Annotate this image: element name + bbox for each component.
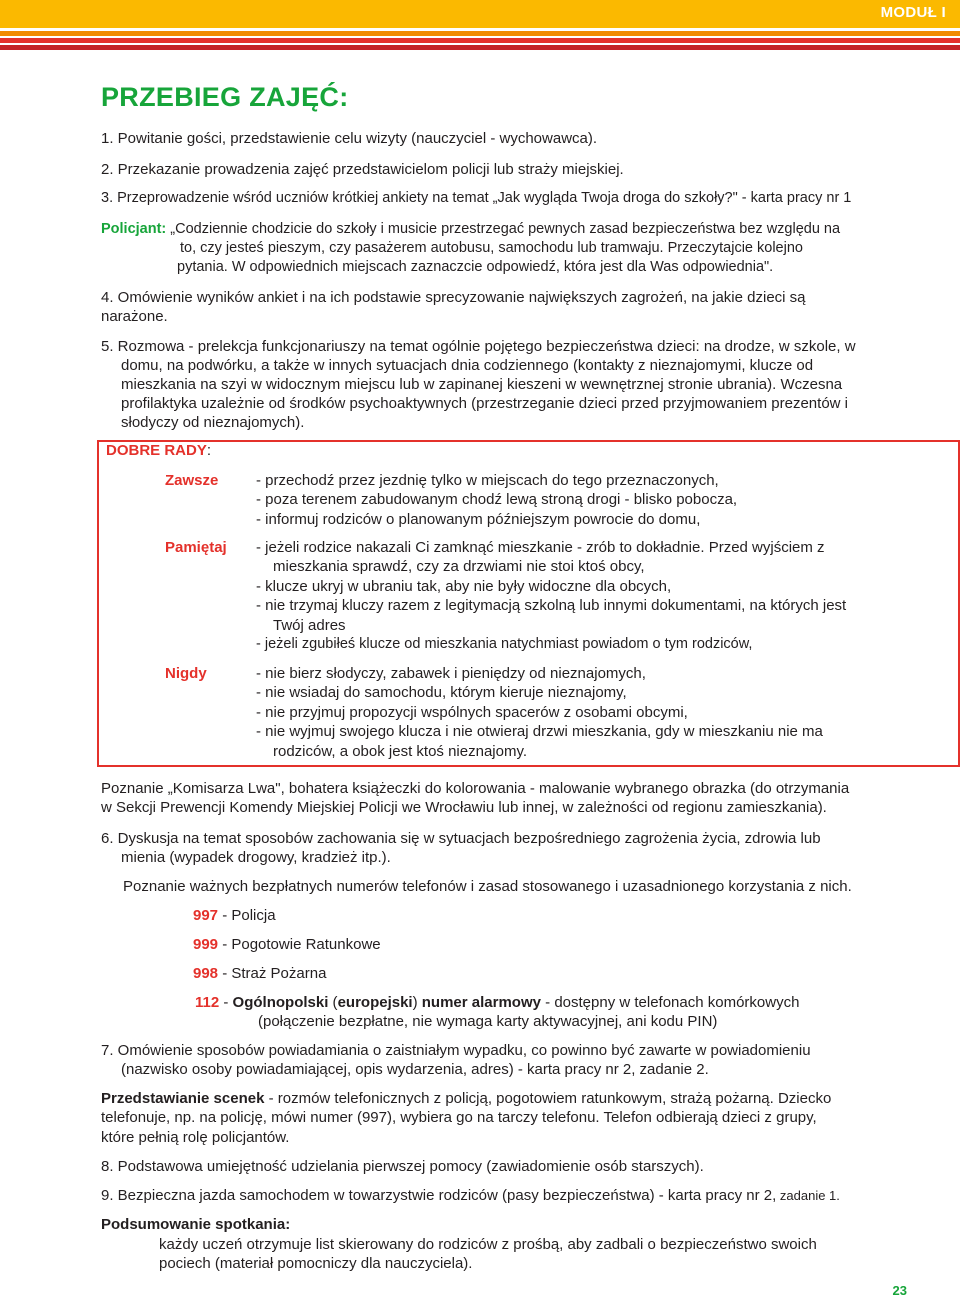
list-item-7-line-1: 7. Omówienie sposobów powiadamiania o zaistniałym wypadku, co powinno być zawarte w powiadomieniu: [101, 1042, 811, 1059]
komisarz-line-2: w Sekcji Prewencji Komendy Miejskiej Policji we Wrocławiu lub innej, w zależności od regionu zamieszkania).: [101, 799, 827, 816]
phone-112-bold-2: europejski: [337, 994, 413, 1011]
scenes-line-2: telefonuje, np. na policję, mówi numer (997), wybiera go na tarczy telefonu. Telefon odbierają dzieci z grupy,: [101, 1109, 817, 1126]
tips-remember-3: - nie trzymaj kluczy razem z legitymacją szkolną lub innymi dokumentami, na których jest: [256, 597, 847, 614]
policeman-label: Policjant:: [101, 221, 167, 237]
phones-intro: Poznanie ważnych bezpłatnych numerów telefonów i zasad stosowanego i uzasadnionego korzystania z nich.: [123, 878, 852, 895]
list-item-4-line-1: 4. Omówienie wyników ankiet i na ich podstawie sprecyzowanie największych zagrożeń, na jakie dzieci są: [101, 289, 806, 306]
phone-112-paren-1: (: [328, 994, 338, 1011]
list-item-9-small: zadanie 1.: [776, 1188, 840, 1203]
list-item-1: 1. Powitanie gości, przedstawienie celu wizyty (nauczyciel - wychowawca).: [101, 130, 598, 147]
phone-997-number: 997: [193, 907, 219, 924]
tips-always-3: - informuj rodziców o planowanym późniejszym powrocie do domu,: [256, 511, 701, 528]
list-item-8: 8. Podstawowa umiejętność udzielania pierwszej pomocy (zawiadomienie osób starszych).: [101, 1158, 704, 1175]
tips-remember-2: - klucze ukryj w ubraniu tak, aby nie były widoczne dla obcych,: [256, 578, 672, 595]
phone-998-number: 998: [193, 965, 219, 982]
list-item-5-line-2: domu, na podwórku, a także w innych sytuacjach dnia codziennego (kontakty z nieznajomymi, klucze od: [121, 357, 814, 374]
stripe-red: [0, 38, 960, 43]
list-item-9-text: 9. Bezpieczna jazda samochodem w towarzystwie rodziców (pasy bezpieczeństwa) - karta pracy nr 2,: [101, 1187, 777, 1204]
phone-112-rest: - dostępny w telefonach komórkowych: [540, 994, 800, 1011]
tips-never-2: - nie wsiadaj do samochodu, którym kieruje nieznajomy,: [256, 684, 627, 701]
scenes-line-1: [101, 1089, 831, 1109]
tips-remember-4: - jeżeli zgubiłeś klucze od mieszkania natychmiast powiadom o tym rodziców,: [256, 636, 753, 652]
tips-always-2: - poza terenem zabudowanym chodź lewą stroną drogi - blisko pobocza,: [256, 491, 738, 508]
phone-999-number: 999: [193, 936, 219, 953]
tips-remember-1b: mieszkania sprawdź, czy za drzwiami nie stoi ktoś obcy,: [273, 558, 645, 575]
phone-999: [193, 935, 381, 955]
stripe-dark-red: [0, 45, 960, 50]
scenes-text-1: - rozmów telefonicznych z policją, pogotowiem ratunkowym, strażą pożarną. Dziecko: [264, 1090, 832, 1107]
summary-line-1: każdy uczeń otrzymuje list skierowany do rodziców z prośbą, aby zadbali o bezpieczeństwo swoich: [159, 1236, 817, 1253]
list-item-7-line-2: (nazwisko osoby powiadamiającej, opis wydarzenia, adres) - karta pracy nr 2, zadanie 2.: [121, 1061, 709, 1078]
policeman-line-3: pytania. W odpowiednich miejscach zaznaczcie odpowiedź, która jest dla Was odpowiednia".: [177, 259, 774, 275]
phone-112-line-2: (połączenie bezpłatne, nie wymaga karty aktywacyjnej, ani kodu PIN): [258, 1013, 718, 1030]
page-title: PRZEBIEG ZAJĘĆ:: [101, 82, 349, 112]
tips-never-4b: rodziców, a obok jest ktoś nieznajomy.: [273, 743, 528, 760]
phone-999-label: - Pogotowie Ratunkowe: [218, 936, 381, 953]
summary-title: Podsumowanie spotkania:: [101, 1216, 291, 1233]
scenes-bold: Przedstawianie scenek: [101, 1090, 265, 1107]
tips-title: [106, 442, 211, 459]
phone-112-dash: -: [219, 994, 233, 1011]
policeman-text-1: „Codziennie chodzicie do szkoły i musicie przestrzegać pewnych zasad bezpieczeństwa bez względu na: [166, 221, 841, 237]
tips-never-label: Nigdy: [165, 665, 207, 682]
komisarz-line-1: Poznanie „Komisarza Lwa", bohatera książeczki do kolorowania - malowanie wybranego obrazka (do otrzymania: [101, 780, 850, 797]
tips-remember-label: Pamiętaj: [165, 539, 227, 556]
phone-112-bold-1: Ogólnopolski: [232, 994, 329, 1011]
list-item-5-line-3: mieszkania na szyi w widocznym miejscu lub w zapinanej kieszeni w wewnętrznej stronie ubrania). Wczesna: [121, 376, 843, 393]
list-item-5-line-4: profilaktyka uzależnie od środków psychoaktywnych (przestrzeganie dzieci przed przyjmowaniem prezentów i: [121, 395, 848, 412]
phone-997-label: - Policja: [218, 907, 276, 924]
phone-112-number: 112: [195, 994, 220, 1011]
list-item-4-line-2: narażone.: [101, 308, 168, 325]
phone-997: [193, 906, 276, 926]
phone-112-bold-3: numer alarmowy: [421, 994, 541, 1011]
policeman-line-1: [101, 220, 840, 240]
header-bar: [0, 0, 960, 28]
tips-title-colon: :: [206, 442, 212, 459]
tips-never-1: - nie bierz słodyczy, zabawek i pieniędzy od nieznajomych,: [256, 665, 646, 682]
tips-never-4: - nie wyjmuj swojego klucza i nie otwieraj drzwi mieszkania, gdy w mieszkaniu nie ma: [256, 723, 823, 740]
page-number: 23: [892, 1283, 907, 1298]
list-item-5-line-1: 5. Rozmowa - prelekcja funkcjonariuszy na temat ogólnie pojętego bezpieczeństwa dzieci: na drodze, w szkole, w: [101, 338, 856, 355]
phone-998-label: - Straż Pożarna: [218, 965, 327, 982]
list-item-3: 3. Przeprowadzenie wśród uczniów krótkiej ankiety na temat „Jak wygląda Twoja droga do szkoły?" - karta pracy nr 1: [101, 190, 852, 206]
list-item-9: [101, 1186, 840, 1206]
tips-remember-1: - jeżeli rodzice nakazali Ci zamknąć mieszkanie - zrób to dokładnie. Przed wyjściem z: [256, 539, 825, 556]
phone-998: [193, 964, 326, 984]
stripe-orange: [0, 31, 960, 36]
tips-always-1: - przechodź przez jezdnię tylko w miejscach do tego przeznaczonych,: [256, 472, 719, 489]
tips-never-3: - nie przyjmuj propozycji wspólnych spacerów z osobami obcymi,: [256, 704, 688, 721]
list-item-2: 2. Przekazanie prowadzenia zajęć przedstawicielom policji lub straży miejskiej.: [101, 161, 624, 178]
list-item-6-line-1: 6. Dyskusja na temat sposobów zachowania się w sytuacjach bezpośredniego zagrożenia życia, zdrowia lub: [101, 830, 821, 847]
tips-always-label: Zawsze: [165, 472, 219, 489]
policeman-line-2: to, czy jesteś pieszym, czy pasażerem autobusu, samochodu lub tramwaju. Przeczytajcie kolejno: [180, 240, 803, 256]
tips-title-text: DOBRE RADY: [106, 442, 207, 459]
tips-remember-3b: Twój adres: [273, 617, 346, 634]
module-label: MODUŁ I: [880, 4, 946, 21]
list-item-6-line-2: mienia (wypadek drogowy, kradzież itp.).: [121, 849, 391, 866]
summary-line-2: pociech (materiał pomocniczy dla nauczyciela).: [159, 1255, 473, 1272]
phone-112-paren-2: ): [412, 994, 422, 1011]
scenes-line-3: które pełnią rolę policjantów.: [101, 1129, 290, 1146]
phone-112: [195, 993, 799, 1013]
list-item-5-line-5: słodyczy od nieznajomych).: [121, 414, 305, 431]
